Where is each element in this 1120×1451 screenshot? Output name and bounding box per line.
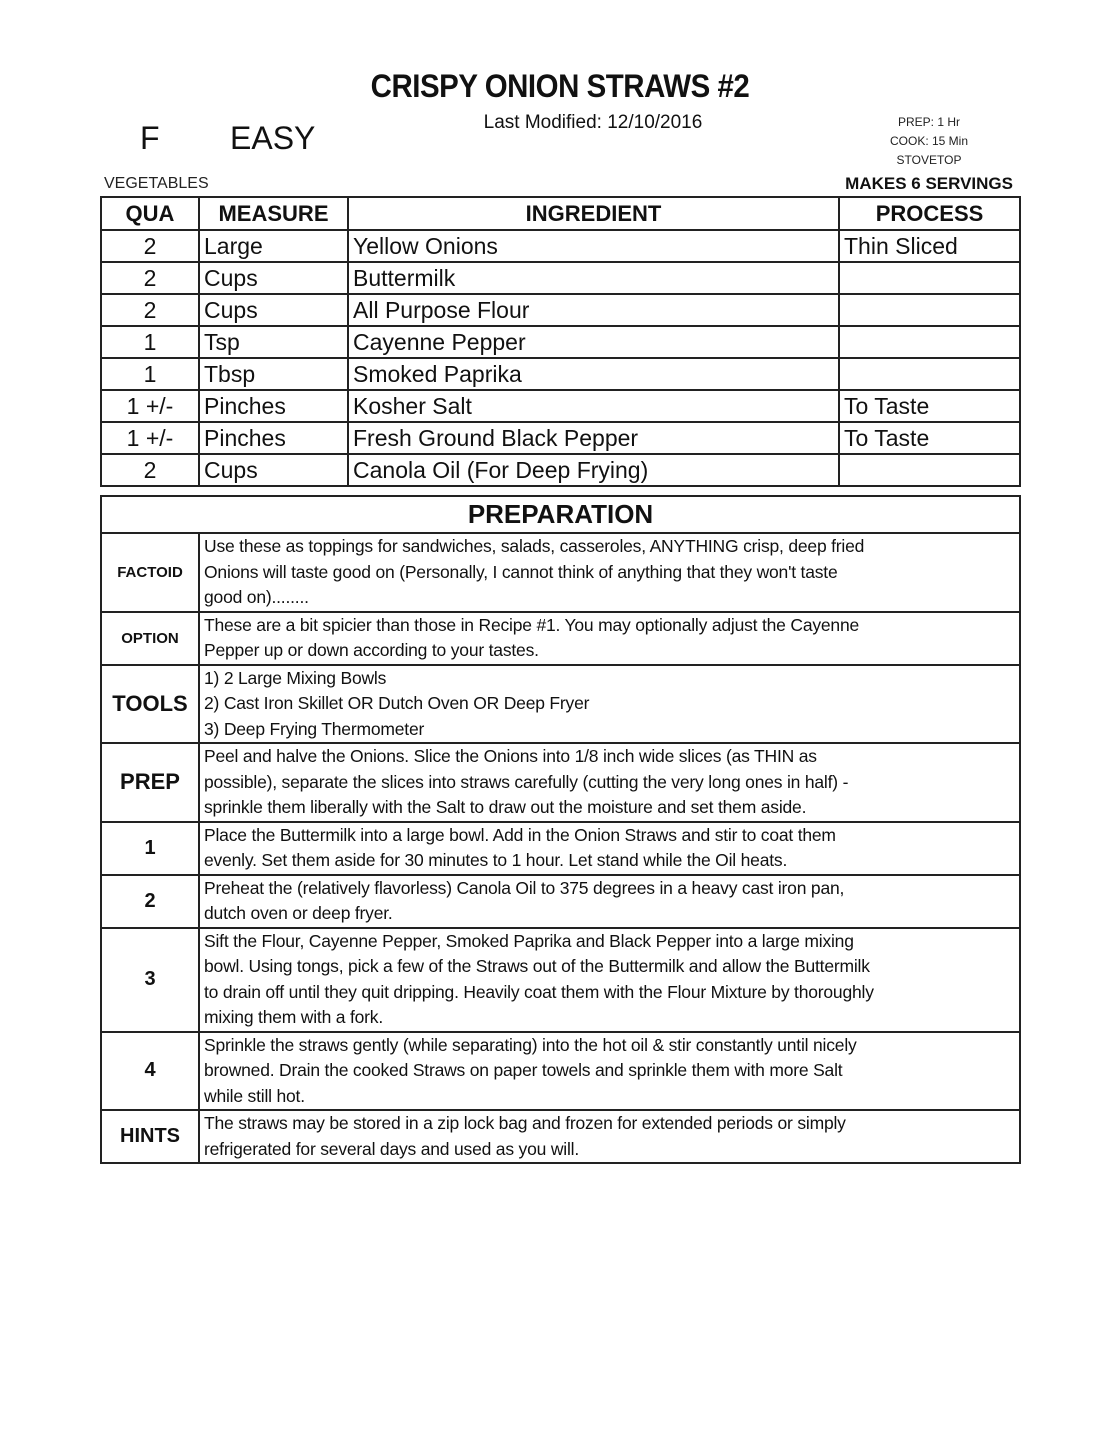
preparation-step-label: TOOLS [101, 665, 199, 744]
ingredient-qty: 1 [101, 358, 199, 390]
preparation-text-line: to drain off until they quit dripping. Heavily coat them with the Flour Mixture by thoroughly [204, 981, 874, 1002]
preparation-text-line: The straws may be stored in a zip lock bag and frozen for extended periods or simply [204, 1113, 846, 1133]
ingredient-name: All Purpose Flour [348, 294, 839, 326]
servings: MAKES 6 SERVINGS [845, 174, 1013, 193]
preparation-step-text [199, 1032, 1020, 1111]
difficulty: EASY [230, 120, 316, 156]
preparation-row [101, 612, 1020, 665]
preparation-row [101, 665, 1020, 744]
ingredient-row [101, 326, 1020, 358]
ingredient-row [101, 454, 1020, 486]
preparation-row [101, 1032, 1020, 1111]
ingredient-name: Smoked Paprika [348, 358, 839, 390]
ingredient-qty: 1 +/- [101, 422, 199, 454]
preparation-text-line: Use these as toppings for sandwiches, salads, casseroles, ANYTHING crisp, deep fried [204, 536, 865, 556]
preparation-text-line: mixing them with a fork. [204, 1007, 384, 1027]
ingredients-header-row [101, 197, 1020, 230]
ingredient-measure: Pinches [199, 422, 348, 454]
preparation-text-line: Peel and halve the Onions. Slice the Onions into 1/8 inch wide slices (as THIN as [204, 746, 817, 766]
preparation-step-label: 1 [101, 822, 199, 875]
column-header-measure: MEASURE [199, 197, 348, 230]
ingredient-measure: Cups [199, 454, 348, 486]
preparation-step-label: OPTION [101, 612, 199, 665]
preparation-step-label: 3 [101, 928, 199, 1032]
ingredient-process [839, 294, 1020, 326]
ingredient-row [101, 358, 1020, 390]
ingredient-qty: 2 [101, 294, 199, 326]
ingredient-qty: 2 [101, 230, 199, 262]
recipe-title: CRISPY ONION STRAWS #2 [370, 68, 750, 104]
ingredient-measure: Tsp [199, 326, 348, 358]
preparation-text-line: Onions will taste good on (Personally, I cannot think of anything that they won't taste [204, 561, 838, 582]
preparation-row [101, 743, 1020, 822]
ingredient-measure: Tbsp [199, 358, 348, 390]
preparation-step-text [199, 665, 1020, 744]
preparation-text-line: good on)........ [204, 587, 309, 607]
preparation-heading: PREPARATION [101, 496, 1020, 533]
ingredient-name: Canola Oil (For Deep Frying) [348, 454, 839, 486]
ingredient-measure: Cups [199, 262, 348, 294]
preparation-table [100, 495, 1021, 1164]
ingredient-row [101, 230, 1020, 262]
preparation-text-line: while still hot. [204, 1085, 305, 1106]
preparation-step-text [199, 1110, 1020, 1163]
timing-info [860, 113, 998, 170]
preparation-step-text [199, 743, 1020, 822]
ingredient-qty: 2 [101, 454, 199, 486]
preparation-text-line: These are a bit spicier than those in Recipe #1. You may optionally adjust the Cayenne [204, 614, 860, 635]
ingredient-row [101, 390, 1020, 422]
ingredient-process [839, 358, 1020, 390]
preparation-step-label: 4 [101, 1032, 199, 1111]
preparation-text-line: Preheat the (relatively flavorless) Canola Oil to 375 degrees in a heavy cast iron pan, [204, 877, 845, 898]
prep-time: PREP: 1 Hr [897, 115, 960, 129]
column-header-qua: QUA [101, 197, 199, 230]
preparation-text-line: 2) Cast Iron Skillet OR Dutch Oven OR Deep Fryer [204, 693, 590, 713]
ingredient-qty: 2 [101, 262, 199, 294]
ingredient-qty: 1 [101, 326, 199, 358]
preparation-text-line: Place the Buttermilk into a large bowl. Add in the Onion Straws and stir to coat them [204, 824, 836, 845]
ingredient-process [839, 454, 1020, 486]
preparation-text-line: browned. Drain the cooked Straws on paper towels and sprinkle them with more Salt [204, 1060, 843, 1080]
preparation-text-line: refrigerated for several days and used as you will. [204, 1138, 579, 1159]
ingredient-measure: Large [199, 230, 348, 262]
ingredient-measure: Cups [199, 294, 348, 326]
ingredient-row [101, 262, 1020, 294]
preparation-row [101, 928, 1020, 1032]
preparation-header-row [101, 496, 1020, 533]
ingredients-table [100, 196, 1021, 487]
preparation-text-line: possible), separate the slices into straws carefully (cutting the very long ones in half) - [204, 771, 849, 792]
preparation-text-line: sprinkle them liberally with the Salt to draw out the moisture and set them aside. [204, 797, 807, 817]
preparation-step-label: HINTS [101, 1110, 199, 1163]
ingredient-row [101, 294, 1020, 326]
preparation-text-line: Pepper up or down according to your tastes. [204, 640, 539, 660]
ingredient-process [839, 326, 1020, 358]
preparation-text-line: 1) 2 Large Mixing Bowls [204, 667, 387, 688]
column-header-process: PROCESS [839, 197, 1020, 230]
cook-time: COOK: 15 Min [889, 134, 969, 148]
preparation-text-line: 3) Deep Frying Thermometer [204, 718, 425, 739]
preparation-step-text [199, 533, 1020, 612]
ingredient-name: Buttermilk [348, 262, 839, 294]
ingredient-name: Cayenne Pepper [348, 326, 839, 358]
preparation-text-line: Sprinkle the straws gently (while separating) into the hot oil & stir constantly until nicely [204, 1034, 857, 1055]
ingredient-process [839, 262, 1020, 294]
cook-method: STOVETOP [896, 153, 962, 167]
ingredient-process: To Taste [839, 422, 1020, 454]
preparation-step-text [199, 928, 1020, 1032]
preparation-row [101, 1110, 1020, 1163]
last-modified: Last Modified: 12/10/2016 [483, 112, 703, 133]
ingredient-process: To Taste [839, 390, 1020, 422]
preparation-text-line: evenly. Set them aside for 30 minutes to 1 hour. Let stand while the Oil heats. [204, 850, 788, 870]
preparation-step-label: FACTOID [101, 533, 199, 612]
preparation-text-line: dutch oven or deep fryer. [204, 903, 393, 923]
preparation-step-text [199, 875, 1020, 928]
preparation-step-label: 2 [101, 875, 199, 928]
ingredient-name: Fresh Ground Black Pepper [348, 422, 839, 454]
preparation-row [101, 533, 1020, 612]
ingredient-measure: Pinches [199, 390, 348, 422]
ingredient-name: Yellow Onions [348, 230, 839, 262]
preparation-text-line: Sift the Flour, Cayenne Pepper, Smoked Paprika and Black Pepper into a large mixing [204, 930, 854, 951]
column-header-ingredient: INGREDIENT [348, 197, 839, 230]
ingredient-name: Kosher Salt [348, 390, 839, 422]
preparation-row [101, 875, 1020, 928]
ingredient-row [101, 422, 1020, 454]
preparation-step-label: PREP [101, 743, 199, 822]
category: VEGETABLES [104, 175, 209, 192]
ingredient-qty: 1 +/- [101, 390, 199, 422]
grade: F [140, 120, 160, 156]
preparation-step-text [199, 612, 1020, 665]
preparation-step-text [199, 822, 1020, 875]
ingredient-process: Thin Sliced [839, 230, 1020, 262]
preparation-row [101, 822, 1020, 875]
preparation-text-line: bowl. Using tongs, pick a few of the Straws out of the Buttermilk and allow the Buttermilk [204, 956, 870, 976]
